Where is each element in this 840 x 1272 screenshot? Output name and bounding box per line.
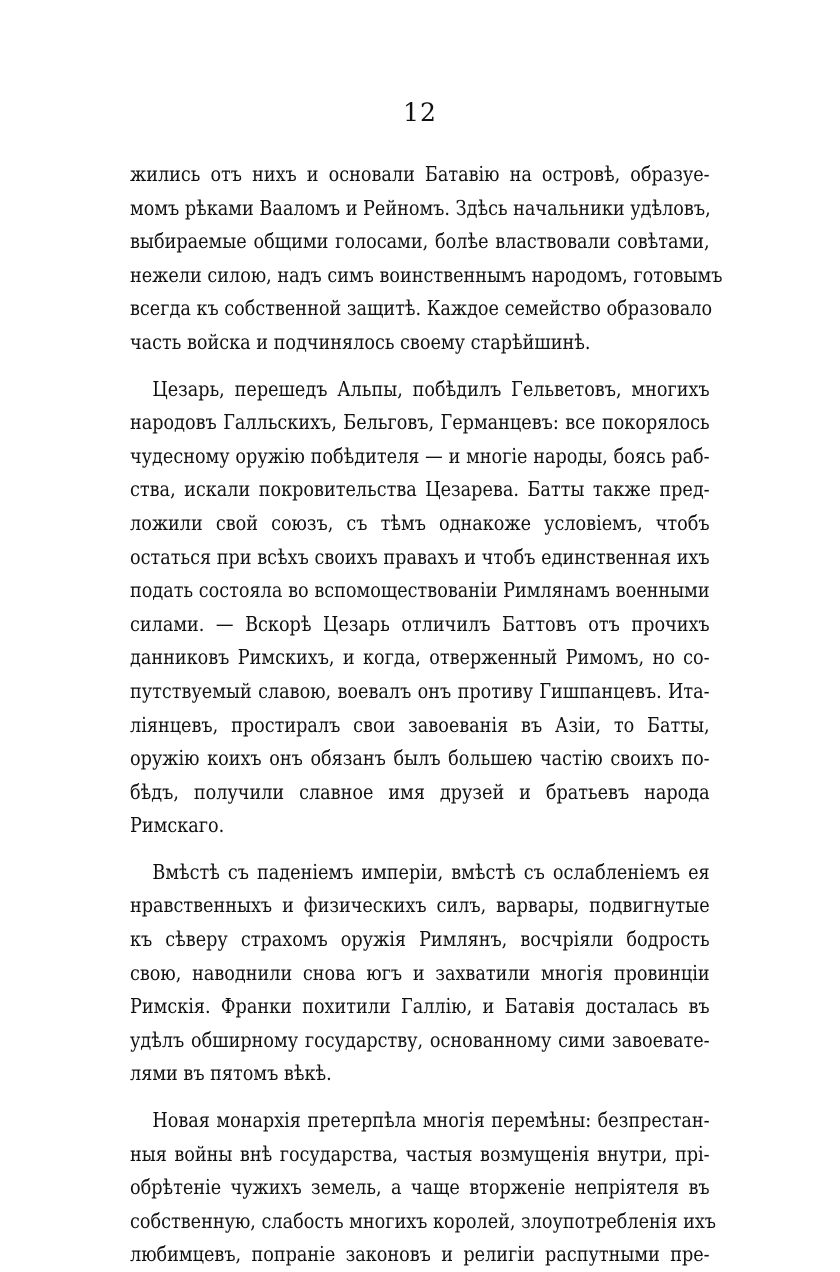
text-line: любимцевъ, попраніе законовъ и религіи распутными пре-: [130, 1242, 710, 1267]
text-line: всегда къ собственной защитѣ. Каждое семейство образовало: [130, 296, 713, 321]
paragraph-4: [130, 1104, 717, 1272]
text-line: Цезарь, перешедъ Альпы, побѣдилъ Гельветовъ, многихъ: [152, 376, 710, 401]
text-line: Римскаго.: [130, 813, 225, 838]
text-line: Вмѣстѣ съ паденіемъ имперіи, вмѣстѣ съ ослабленіемъ ея: [152, 859, 710, 884]
text-line: бѣдъ, получили славное имя друзей и братьевъ народа: [130, 779, 710, 804]
text-line: выбираемые общими голосами, болѣе властвовали совѣтами,: [130, 229, 710, 254]
text-line: Римскія. Франки похитили Галлію, и Батавія досталась въ: [130, 994, 710, 1019]
text-line: данниковъ Римскихъ, и когда, отверженный Римомъ, но со-: [130, 645, 710, 670]
page-number: 12: [403, 98, 437, 127]
paragraph-2: [130, 373, 710, 843]
text-line: подать состояла во вспомоществованіи Римлянамъ военными: [130, 578, 710, 603]
text-line: путствуемый славою, воевалъ онъ противу Гишпанцевъ. Ита-: [130, 678, 710, 703]
text-line: ныя войны внѣ государства, частыя возмущенія внутри, прі-: [130, 1141, 710, 1166]
text-line: обрѣтеніе чужихъ земель, а чаще вторженіе непріятеля въ: [130, 1175, 710, 1200]
text-line: остаться при всѣхъ своихъ правахъ и чтобъ единственная ихъ: [130, 544, 710, 569]
text-line: чудесному оружію побѣдителя — и многіе народы, боясь раб-: [130, 443, 710, 468]
text-line: свою, наводнили снова югъ и захватили многія провинціи: [130, 960, 710, 985]
text-line: къ сѣверу страхомъ оружія Римлянъ, восчріяли бодрость: [130, 927, 710, 952]
text-line: ства, искали покровительства Цезарева. Батты также пред-: [130, 477, 710, 502]
body-text: [130, 158, 723, 1272]
text-line: ложили свой союзъ, съ тѣмъ однакоже условіемъ, чтобъ: [130, 510, 710, 535]
text-line: народовъ Галльскихъ, Бельговъ, Германцевъ: все покорялось: [130, 410, 710, 435]
text-line: часть войска и подчинялось своему старѣйшинѣ.: [130, 329, 591, 354]
text-line: силами. — Вскорѣ Цезарь отличилъ Баттовъ отъ прочихъ: [130, 611, 710, 636]
text-line: удѣлъ обширному государству, основанному сими завоевате-: [130, 1027, 710, 1052]
paragraph-1: [130, 158, 723, 360]
text-line: нравственныхъ и физическихъ силъ, варвары, подвигнутые: [130, 893, 710, 918]
text-line: жились отъ нихъ и основали Батавію на островѣ, образуе-: [130, 162, 710, 186]
text-line: момъ рѣками Вааломъ и Рейномъ. Здѣсь начальники удѣловъ,: [130, 195, 711, 220]
paragraph-3: [130, 856, 710, 1091]
text-line: собственную, слабость многихъ королей, злоупотребленія ихъ: [130, 1208, 717, 1233]
text-line: нежели силою, надъ симъ воинственнымъ народомъ, готовымъ: [130, 262, 723, 287]
text-line: лями въ пятомъ вѣкѣ.: [130, 1061, 332, 1086]
text-line: ліянцевъ, простиралъ свои завоеванія въ Азіи, то Батты,: [130, 712, 710, 737]
text-line: оружію коихъ онъ обязанъ былъ большею частію своихъ по-: [130, 746, 710, 771]
text-line: Новая монархія претерпѣла многія перемѣны: безпрестан-: [152, 1108, 710, 1133]
